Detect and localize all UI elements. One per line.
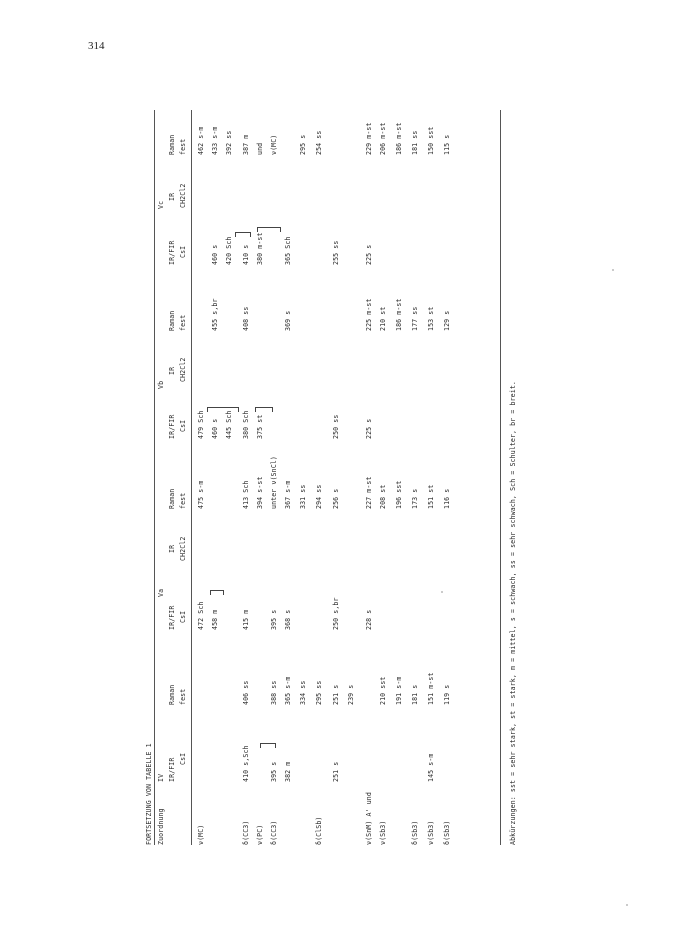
table-cell: 365 Sch: [284, 236, 292, 265]
table-cell: 380 m-st: [256, 232, 264, 265]
table-cell: 115 s: [443, 134, 451, 155]
table-cell: 388 ss: [270, 680, 278, 705]
header-iv-raman: Raman: [168, 684, 176, 705]
bracket-vc-2: [257, 227, 281, 232]
table-caption: FORTSETZUNG VON TABELLE 1: [145, 743, 153, 845]
table-cell: 334 ss: [299, 680, 307, 705]
table-cell: 210 st: [379, 306, 387, 331]
table-cell: 239 s: [347, 684, 355, 705]
bracket-vc-1: [235, 232, 251, 237]
table-cell: 392 ss: [225, 130, 233, 155]
table-cell: 177 ss: [411, 306, 419, 331]
table-cell: 395 s: [270, 761, 278, 782]
row-label: δ(ClSb): [315, 816, 323, 845]
row-label: δ(CC3): [270, 820, 278, 845]
table-cell: 116 s: [443, 488, 451, 509]
table-cell: 462 s-m: [197, 126, 205, 155]
table-cell: 295 ss: [315, 680, 323, 705]
header-vc-fest: fest: [179, 138, 187, 155]
table-cell: 255 ss: [332, 240, 340, 265]
table-cell: 227 m-st: [365, 476, 373, 509]
table-cell: 186 m-st: [395, 122, 403, 155]
header-vb-raman: Raman: [168, 310, 176, 331]
row-label: ν(Sb3): [379, 820, 387, 845]
table-cell: 250 ss: [332, 414, 340, 439]
bottom-rule: [500, 110, 501, 845]
header-iv-csi: CsI: [179, 752, 187, 765]
header-va-raman: Raman: [168, 488, 176, 509]
table-cell: unter ν(SnCl): [270, 456, 278, 509]
table-cell: 460 s: [211, 418, 219, 439]
header-va-csi: CsI: [179, 610, 187, 623]
table-cell: 331 ss: [299, 484, 307, 509]
header-vb-irfir: IR/FIR: [168, 414, 176, 439]
table-cell: 479 Sch: [197, 410, 205, 439]
table-cell: 151 st: [427, 484, 435, 509]
header-vc-irfir: IR/FIR: [168, 240, 176, 265]
table-cell: 119 s: [443, 684, 451, 705]
header-va-ir: IR: [168, 544, 176, 553]
bracket-va: [210, 590, 224, 595]
table-cell: 256 s: [332, 488, 340, 509]
bracket-vb-1: [207, 407, 239, 412]
table-cell: 295 s: [299, 134, 307, 155]
table-cell: 191 s-m: [395, 676, 403, 705]
table-cell: 415 m: [242, 609, 250, 630]
table-cell: 367 s-m: [284, 480, 292, 509]
table-cell: 472 Sch: [197, 601, 205, 630]
table-cell: 150 sst: [427, 126, 435, 155]
table-cell: 225 s: [365, 418, 373, 439]
rotated-table: [145, 105, 515, 845]
table-cell: 380 Sch: [242, 410, 250, 439]
row-label: δ(Sb3): [443, 820, 451, 845]
header-vc-raman: Raman: [168, 134, 176, 155]
table-cell: ν(MC): [270, 134, 278, 155]
table-cell: 229 m-st: [365, 122, 373, 155]
table-cell: 420 Sch: [225, 236, 233, 265]
header-iv-fest: fest: [179, 688, 187, 705]
header-group-vc: Vc: [157, 200, 165, 209]
table-cell: 433 s-m: [211, 126, 219, 155]
header-group-vb: Vb: [157, 380, 165, 389]
scan-speck: [441, 591, 443, 593]
table-cell: 196 sst: [395, 480, 403, 509]
scan-speck: [626, 904, 628, 906]
table-cell: 228 s: [365, 609, 373, 630]
table-cell: 410 s: [242, 244, 250, 265]
footnote: Abkürzungen: sst = sehr stark, st = stark, m = mittel, s = schwach, ss = sehr schwach, Sch = Schulter, br = breit.: [509, 381, 517, 845]
header-vb-csi: CsI: [179, 419, 187, 432]
table-cell: 365 s-m: [284, 676, 292, 705]
table-cell: 455 s,br: [211, 298, 219, 331]
scan-speck: [612, 269, 614, 271]
table-cell: 413 Sch: [242, 480, 250, 509]
table-cell: 408 ss: [242, 306, 250, 331]
table-cell: 181 s: [411, 684, 419, 705]
header-vb-fest: fest: [179, 314, 187, 331]
page-number: 314: [88, 40, 105, 52]
row-label: ν(Sb3): [427, 820, 435, 845]
row-label: ν(MC): [197, 824, 205, 845]
table-cell: 254 ss: [315, 130, 323, 155]
table-cell: 251 s: [332, 761, 340, 782]
table-cell: 406 ss: [242, 680, 250, 705]
table-cell: 445 Sch: [225, 410, 233, 439]
header-vb-ir: IR: [168, 366, 176, 375]
bracket-vb-2: [255, 407, 273, 412]
row-label: δ(CC3): [242, 820, 250, 845]
table-cell: 251 s: [332, 684, 340, 705]
table-cell: 151 m-st: [427, 672, 435, 705]
table-cell: 225 s: [365, 244, 373, 265]
header-vc-ch2cl2: CH2Cl2: [179, 183, 187, 208]
table-cell: 395 s: [270, 609, 278, 630]
table-cell: 173 s: [411, 488, 419, 509]
bracket-iv: [260, 743, 276, 748]
header-assignment: Zuordnung: [157, 808, 165, 845]
table-cell: und: [256, 142, 264, 155]
header-va-ch2cl2: CH2Cl2: [179, 536, 187, 561]
table-cell: 458 m: [211, 609, 219, 630]
header-vb-ch2cl2: CH2Cl2: [179, 357, 187, 382]
table-cell: 368 s: [284, 609, 292, 630]
header-group-iv: IV: [157, 773, 165, 782]
table-cell: 186 m-st: [395, 298, 403, 331]
row-label: ν(SnM) A' und: [365, 792, 373, 845]
table-cell: 294 ss: [315, 484, 323, 509]
table-cell: 394 s-st: [256, 476, 264, 509]
header-vc-csi: CsI: [179, 245, 187, 258]
table-cell: 369 s: [284, 310, 292, 331]
table-cell: 153 st: [427, 306, 435, 331]
header-vc-ir: IR: [168, 192, 176, 201]
header-group-va: Va: [157, 588, 165, 597]
header-va-irfir: IR/FIR: [168, 605, 176, 630]
table-cell: 387 m: [242, 134, 250, 155]
table-cell: 410 s,Sch: [242, 745, 250, 782]
table-cell: 225 m-st: [365, 298, 373, 331]
table-cell: 206 m-st: [379, 122, 387, 155]
table-cell: 181 ss: [411, 130, 419, 155]
table-cell: 382 m: [284, 761, 292, 782]
header-rule: [191, 110, 192, 845]
header-va-fest: fest: [179, 492, 187, 509]
table-cell: 210 sst: [379, 676, 387, 705]
table-cell: 375 st: [256, 414, 264, 439]
table-cell: 460 s: [211, 244, 219, 265]
top-rule: [154, 110, 155, 845]
row-label: δ(Sb3): [411, 820, 419, 845]
table-cell: 145 s-m: [427, 753, 435, 782]
table-cell: 208 st: [379, 484, 387, 509]
table-cell: 129 s: [443, 310, 451, 331]
row-label: ν(PC): [256, 824, 264, 845]
table-cell: 475 s-m: [197, 480, 205, 509]
table-cell: 250 s,br: [332, 597, 340, 630]
header-iv-irfir: IR/FIR: [168, 757, 176, 782]
